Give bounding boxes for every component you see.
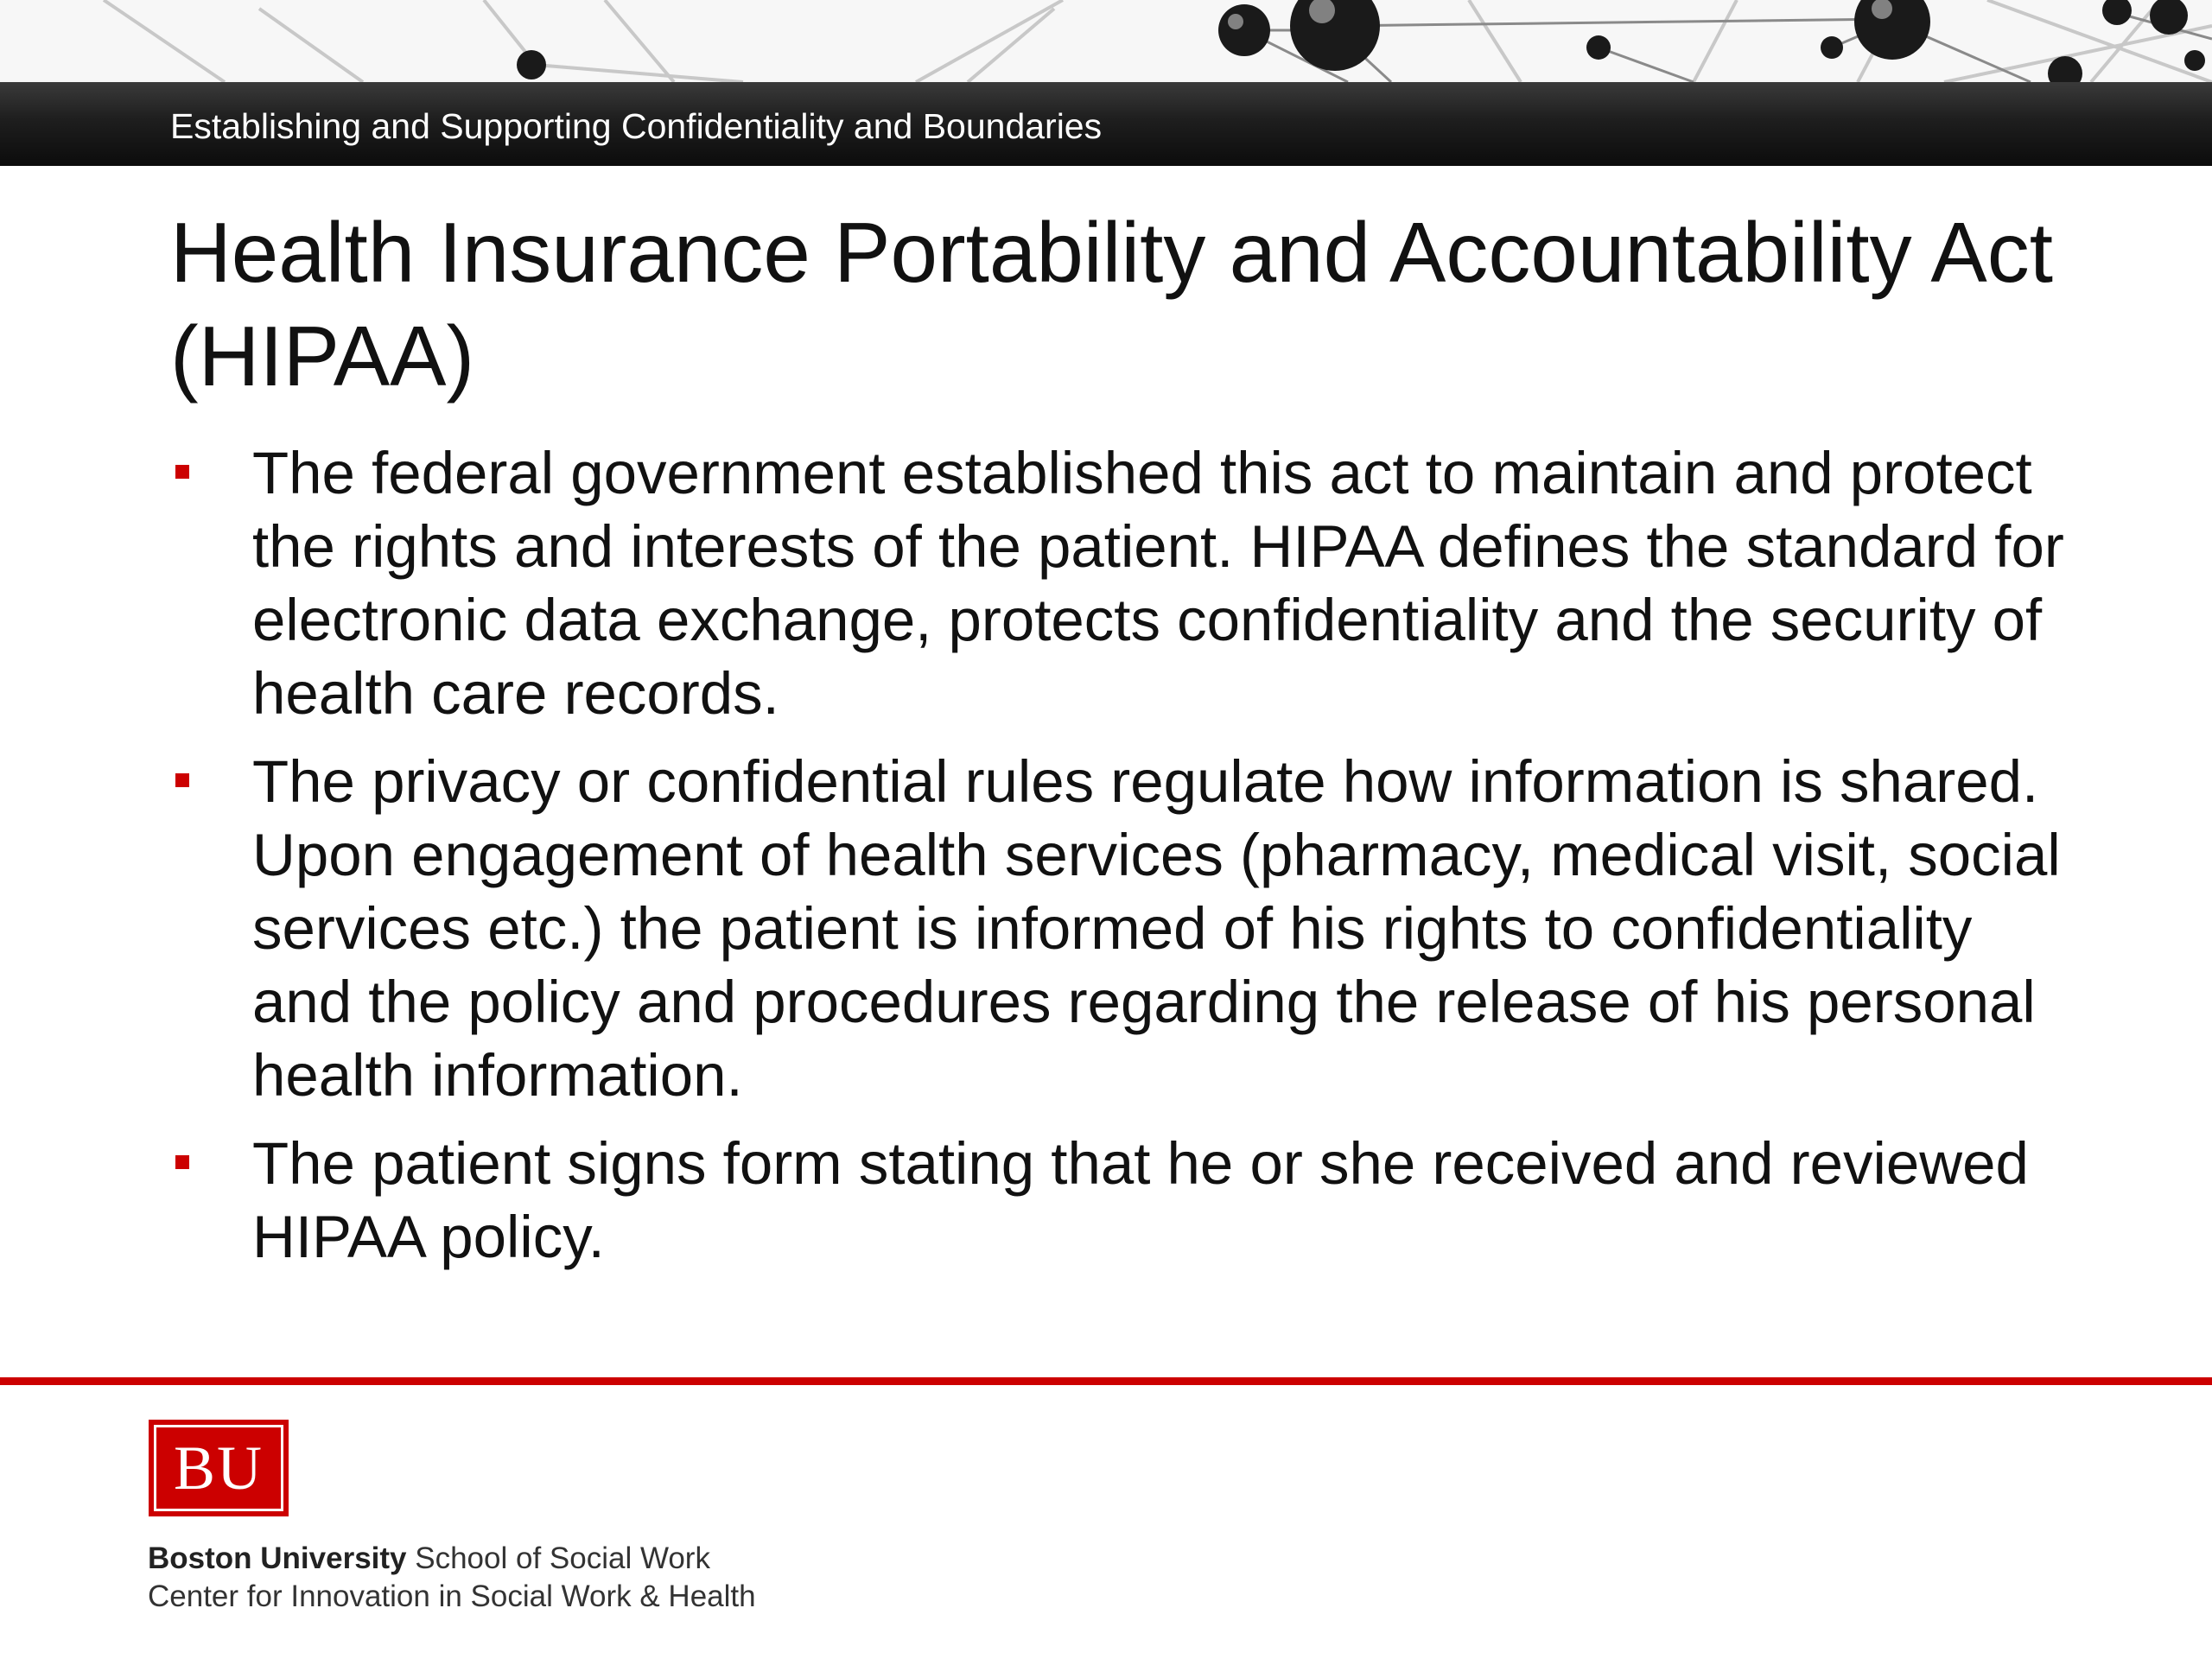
bullet-text: The patient signs form stating that he or she received and reviewed HIPAA policy. — [252, 1130, 2029, 1270]
bullet-item — [170, 436, 2071, 730]
footer-institution — [148, 1540, 710, 1578]
footer-center: Center for Innovation in Social Work & Health — [148, 1580, 756, 1613]
network-graphic-banner — [0, 0, 2212, 86]
bu-logo — [149, 1420, 289, 1516]
square-bullet-icon — [175, 1155, 189, 1169]
slide-title: Health Insurance Portability and Accountability Act (HIPAA) — [170, 205, 2054, 404]
bu-logo-text: BU — [154, 1425, 283, 1511]
bullet-item — [170, 745, 2071, 1112]
footer-divider — [0, 1377, 2212, 1385]
bullet-text: The privacy or confidential rules regulate how information is shared. Upon engagement of health services (pharmacy, medical visit, social services etc.) the patient is informed of his rights to confidentiality and the policy and procedures regarding the release of his personal health information. — [252, 748, 2061, 1109]
footer-school: School of Social Work — [415, 1541, 710, 1575]
square-bullet-icon — [175, 465, 189, 479]
course-title: Establishing and Supporting Confidentiality and Boundaries — [170, 106, 1103, 146]
network-graphic — [0, 0, 2212, 86]
square-bullet-icon — [175, 773, 189, 787]
bullet-item — [170, 1127, 2071, 1274]
bullet-text: The federal government established this act to maintain and protect the rights and interests of the patient. HIPAA defines the standard for electronic data exchange, protects confidentiality and the security of health care records. — [252, 440, 2064, 727]
bullet-list — [170, 436, 2071, 1288]
footer-university: Boston University — [148, 1541, 407, 1575]
